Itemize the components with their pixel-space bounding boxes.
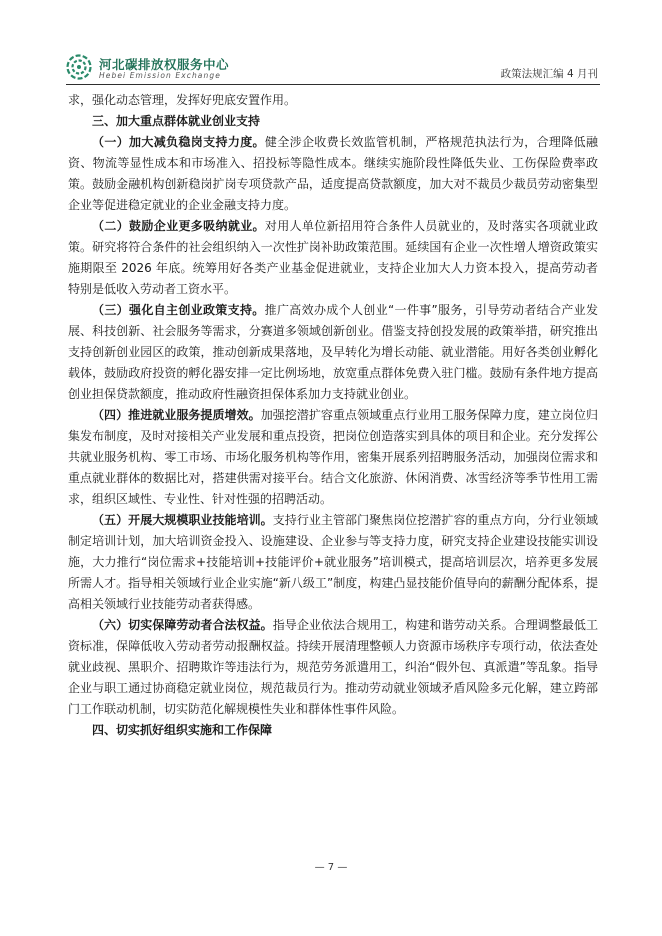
page-number: — 7 — xyxy=(314,862,348,873)
org-name-cn: 河北碳排放权服务中心 xyxy=(99,57,230,72)
page-header xyxy=(66,50,600,85)
hebei-emission-logo-icon xyxy=(66,54,92,80)
paragraph-item-3 xyxy=(68,300,598,405)
paragraph-item-5 xyxy=(68,510,598,615)
item-3-text: 推广高效办成个人创业“一件事”服务，引导劳动者结合产业发展、科技创新、社会服务等需求，分赛道多领域创新创业。借鉴支持创投发展的政策举措，研究推出支持创新创业园区的政策，推动创新成果落地，及早转化为增长动能、就业潜能。用好各类创业孵化载体，鼓励政府投资的孵化器安排一定比例场地，放宽重点群体免费入驻门槛。鼓励有条件地方提高创业担保贷款额度，推动政府性融资担保体系加力支持就业创业。 xyxy=(68,303,598,401)
item-5-text: 支持行业主管部门聚焦岗位挖潜扩容的重点方向，分行业领域制定培训计划，加大培训资金投入、设施建设、企业参与等支持力度，研究支持企业建设技能实训设施，大力推行“岗位需求+技能培训+技能评价+就业服务”培训模式，提高培训层次，培养更多发展所需人才。指导相关领域行业企业实施“新八级工”制度，构建凸显技能价值导向的薪酬分配体系，提高相关领域行业技能劳动者获得感。 xyxy=(68,513,598,611)
item-1-title: （一）加大减负稳岗支持力度。 xyxy=(92,135,265,149)
item-6-title: （六）切实保障劳动者合法权益。 xyxy=(92,618,273,632)
paragraph-item-1 xyxy=(68,132,598,216)
item-6-text: 指导企业依法合规用工，构建和谐劳动关系。合理调整最低工资标准，保障低收入劳动者劳动报酬权益。持续开展清理整顿人力资源市场秩序专项行动，依法查处就业歧视、黑职介、招聘欺诈等违法行为，规范劳务派遣用工，纠治“假外包、真派遣”等乱象。指导企业与职工通过协商稳定就业岗位，规范裁员行为。推动劳动就业领域矛盾风险多元化解，建立跨部门工作联动机制，切实防范化解规模性失业和群体性事件风险。 xyxy=(68,618,598,716)
section-3-heading: 三、加大重点群体就业创业支持 xyxy=(92,114,261,128)
item-2-title: （二）鼓励企业更多吸纳就业。 xyxy=(92,219,265,233)
journal-title: 政策法规汇编 4 月刊 xyxy=(500,68,598,80)
item-2-text: 对用人单位新招用符合条件人员就业的，及时落实各项就业政策。研究将符合条件的社会组织纳入一次性扩岗补助政策范围。延续国有企业一次性增人增资政策实施期限至 2026 年底。统筹用好各类产业基金促进就业，支持企业加大人力资本投入，提高劳动者特别是低收入劳动者工资水平。 xyxy=(68,219,598,296)
item-3-title: （三）强化自主创业政策支持。 xyxy=(92,303,265,317)
item-4-text: 加强挖潜扩容重点领域重点行业用工服务保障力度，建立岗位归集发布制度，及时对接相关产业发展和重点投资，把岗位创造落实到具体的项目和企业。充分发挥公共就业服务机构、零工市场、市场化服务机构等作用，密集开展系列招聘服务活动，加强岗位需求和重点就业群体的数据比对，搭建供需对接平台。结合文化旅游、休闲消费、冰雪经济等季节性用工需求，组织区域性、专业性、针对性强的招聘活动。 xyxy=(68,408,598,506)
continuation-paragraph: 求，强化动态管理，发挥好兜底安置作用。 xyxy=(68,93,297,107)
paragraph-item-4 xyxy=(68,405,598,510)
paragraph-item-2 xyxy=(68,216,598,300)
document-body xyxy=(68,90,598,741)
item-1-text: 健全涉企收费长效监管机制，严格规范执法行为，合理降低融资、物流等显性成本和市场准入、招投标等隐性成本。继续实施阶段性降低失业、工伤保险费率政策。鼓励金融机构创新稳岗扩岗专项贷款产品，适度提高贷款额度，加大对不裁员少裁员劳动密集型企业等促进稳定就业的企业金融支持力度。 xyxy=(68,135,598,212)
section-4-heading: 四、切实抓好组织实施和工作保障 xyxy=(92,723,273,737)
paragraph-item-6 xyxy=(68,615,598,720)
org-name-en: Hebei Emission Exchange xyxy=(99,71,221,80)
item-4-title: （四）推进就业服务提质增效。 xyxy=(92,408,261,422)
item-5-title: （五）开展大规模职业技能培训。 xyxy=(92,513,273,527)
